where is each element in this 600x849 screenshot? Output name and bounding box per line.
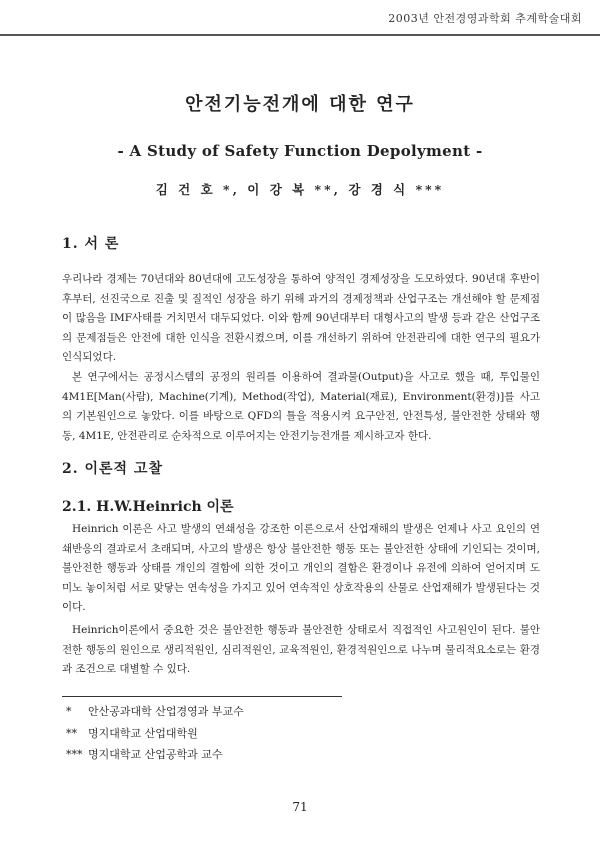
footnote-mark: *** [66,748,83,761]
footnote-mark: ** [66,726,77,740]
section-heading-theory: 2. 이론적 고찰 [62,461,163,477]
paper-authors: 김 건 호 *, 이 강 복 **, 강 경 식 *** [155,182,445,197]
theory-paragraph-1: Heinrich 이론은 사고 발생의 연쇄성을 강조한 이론으로서 산업재해의 발생은 언제나 사고 요인의 연쇄반응의 결과로서 초래되며, 사고의 발생은 항상 불안전한 행동 또는 불안전한 상태에 기인되는 것이며, 불안전한 행동과 상태를 개인의 결함에 의한 것이고 개인의 결함은 환경이나 유전에 의하여 얻어지며 도미노 놓이처럼 서로 맞닿는 연속성을 가지고 있어 연속적인 상호작용의 산물로 산업재해가 발생된다는 것이다. [62,523,540,614]
conference-header: 2003년 안전경영과학회 추계학술대회 [388,12,582,25]
intro-paragraph-1: 우리나라 경제는 70년대와 80년대에 고도성장을 통하여 양적인 경제성장을 도모하였다. 90년대 후반이후부터, 선진국으로 진출 및 질적인 성장을 하기 위해 과거의 경제정책과 산업구조는 개선해야 할 문제점이 많음을 IMF사태를 거치면서 대두되었다. 이와 함께 90년대부터 대형사고의 발생 등과 같은 산업구조의 문제점들은 안전에 대한 인식을 전환시켰으며, 이를 개선하기 위하여 안전관리에 대한 연구의 필요가 인식되었다. [62,273,540,364]
paper-title: 안전기능전개에 대한 연구 [185,94,415,115]
footnotes [66,701,244,766]
footnote-text: 명지대학교 산업대학원 [88,726,198,740]
paper-subtitle: - A Study of Safety Function Depolyment - [117,142,483,160]
intro-paragraph-2: 본 연구에서는 공정시스템의 공정의 원리를 이용하여 결과물(Output)을 사고로 했을 때, 투입물인 4M1E[Man(사람), Machine(기계), Method(작업), Material(재료), Environment(환경)]를 사고의 기본원인으로 놓았다. 이를 바탕으로 QFD의 틀을 적용시켜 요구안전, 안전특성, 불안전한 상태와 행동, 4M1E, 안전관리로 순차적으로 이루어지는 안전기능전개를 제시하고자 한다. [62,371,540,442]
footnote-rule [62,696,342,697]
section-heading-introduction: 1. 서 론 [62,236,120,252]
footnote-2 [66,723,244,745]
footnote-3 [66,744,244,766]
theory-paragraph-2: Heinrich이론에서 중요한 것은 불안전한 행동과 불안전한 상태로서 직접적인 사고원인이 된다. 불안전한 행동의 원인으로 생리적원인, 심리적원인, 교육적원인, 환경적원인으로 나누며 물리적요소로는 환경과 조건으로 대별할 수 있다. [62,624,540,676]
footnote-1 [66,701,244,723]
header-rule [0,34,600,36]
footnote-mark: * [66,705,72,718]
page-number: 71 [292,800,308,814]
footnote-text: 안산공과대학 산업경영과 부교수 [88,705,244,718]
subsection-heading-heinrich: 2.1. H.W.Heinrich 이론 [62,499,234,515]
footnote-text: 명지대학교 산업공학과 교수 [88,748,223,761]
